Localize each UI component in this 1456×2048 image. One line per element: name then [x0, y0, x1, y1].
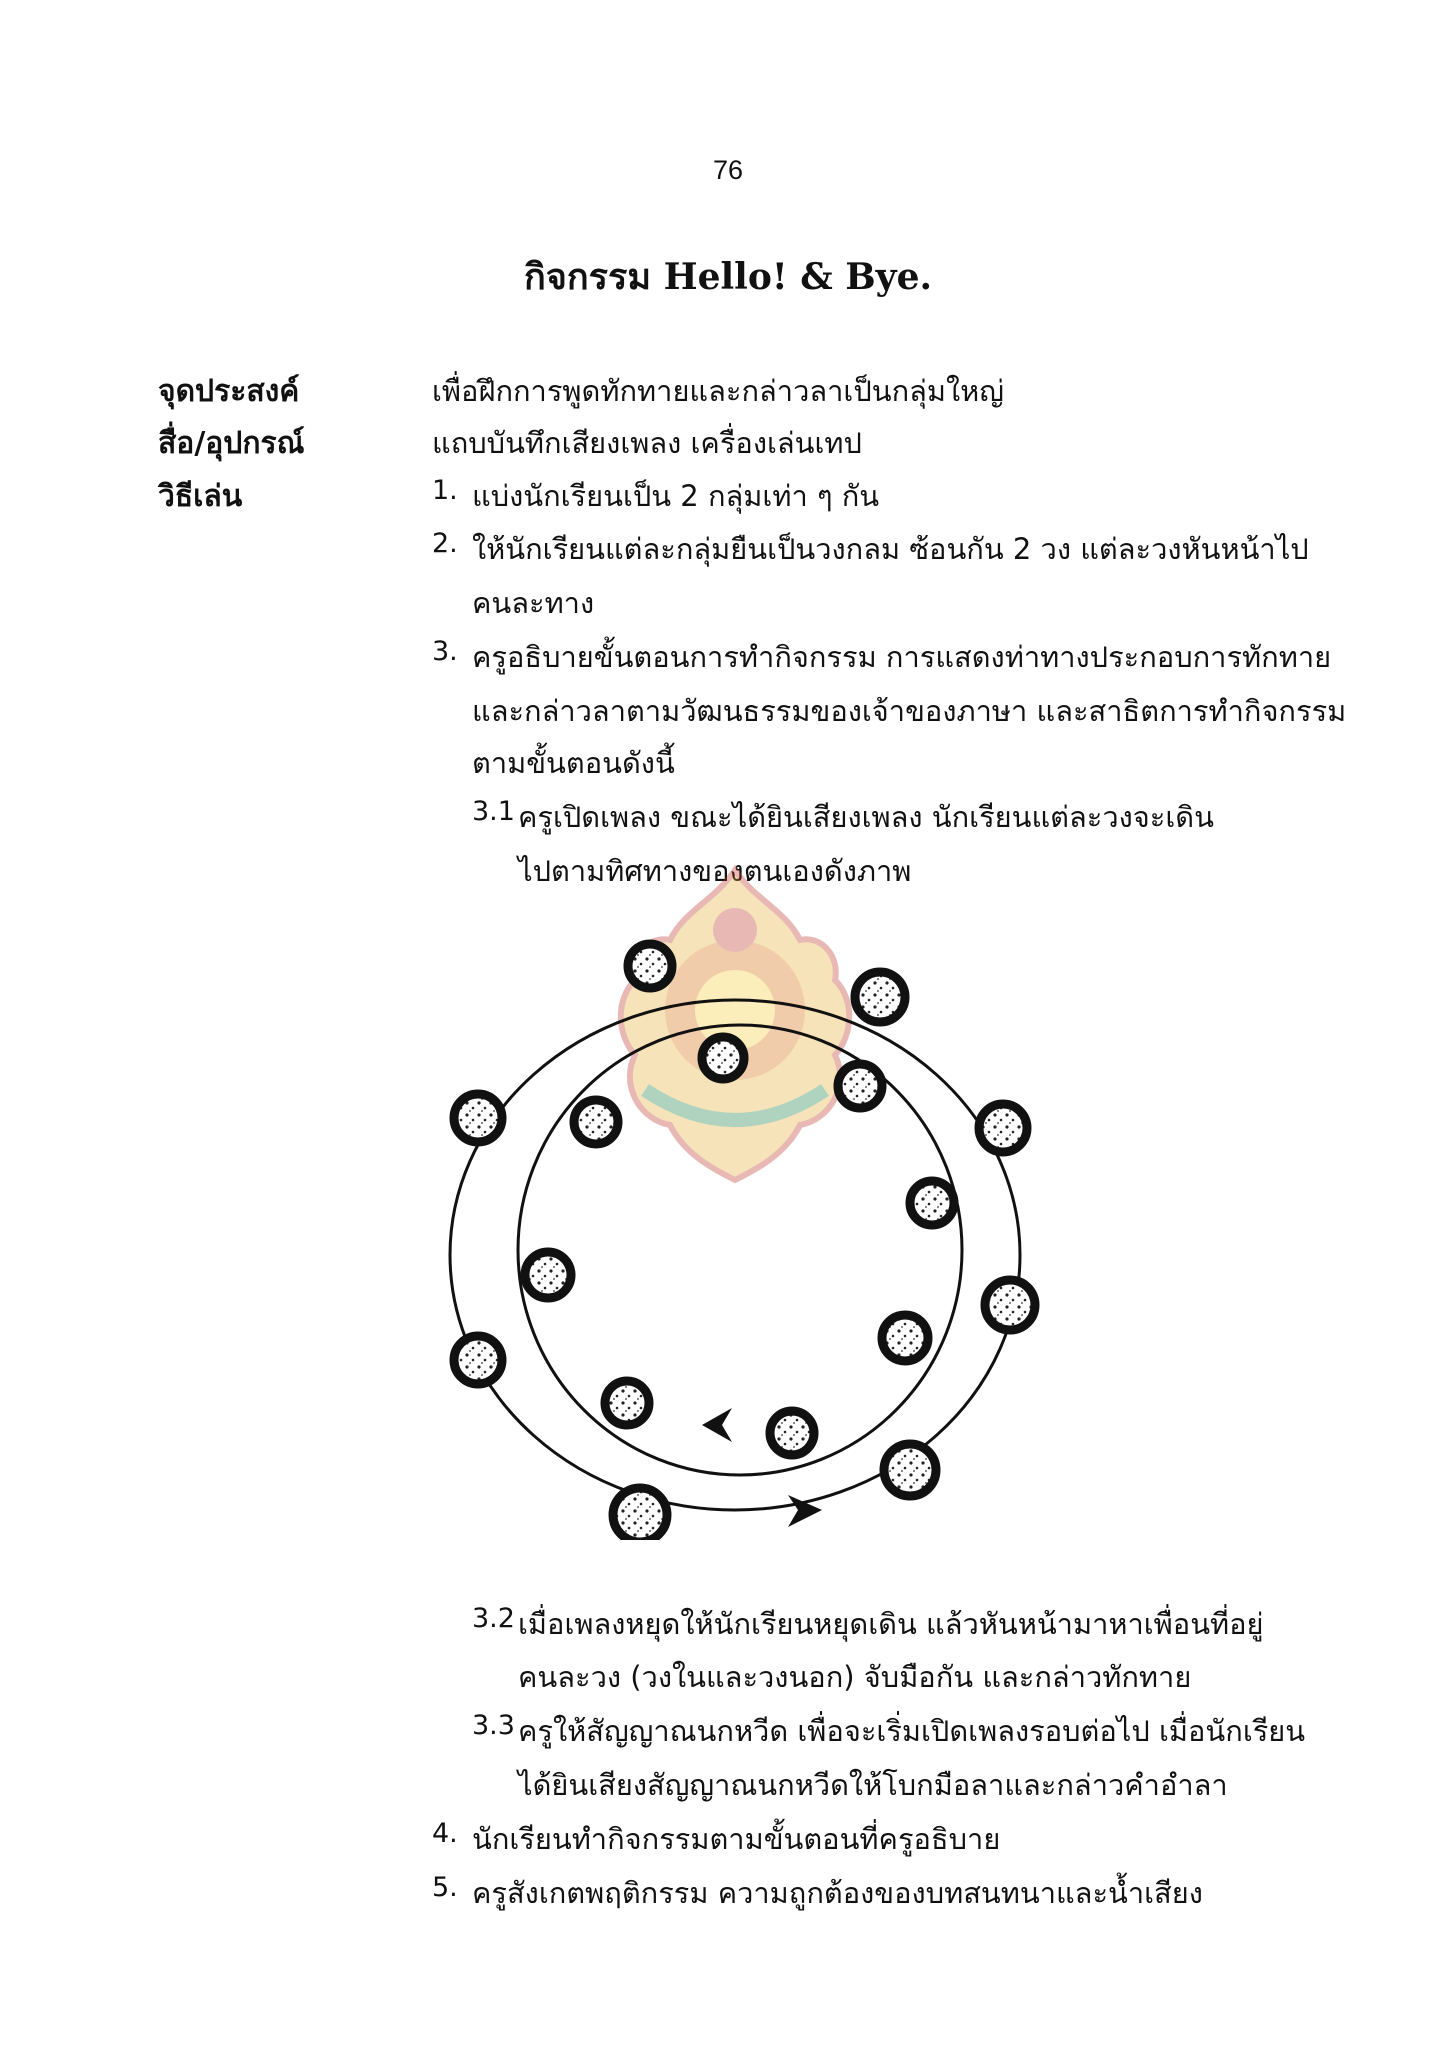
step-3-line-1: ครูอธิบายขั้นตอนการทำกิจกรรม การแสดงท่าทางประกอบการทักทาย [472, 640, 1332, 674]
step-3-2-number: 3.2 [472, 1603, 515, 1634]
step-2-number: 2. [432, 528, 458, 559]
step-3-2-line-2: คนละวง (วงในและวงนอก) จับมือกัน และกล่าวทักทาย [518, 1660, 1192, 1694]
method-label: วิธีเล่น [158, 479, 243, 514]
step-3-1-line-2: ไปตามทิศทางของตนเองดังภาพ [518, 854, 912, 888]
step-4-number: 4. [432, 1818, 458, 1849]
circle-walking-diagram [440, 920, 1040, 1540]
outer-circle-people [454, 944, 1035, 1540]
objective-value: เพื่อฝึกการพูดทักทายและกล่าวลาเป็นกลุ่มใหญ่ [432, 374, 1004, 408]
step-4-line-1: นักเรียนทำกิจกรรมตามขั้นตอนที่ครูอธิบาย [472, 1822, 1001, 1856]
step-3-3-line-1: ครูให้สัญญาณนกหวีด เพื่อจะเริ่มเปิดเพลงรอบต่อไป เมื่อนักเรียน [518, 1714, 1306, 1748]
step-2-line-2: คนละทาง [472, 586, 595, 620]
step-3-3-line-2: ได้ยินเสียงสัญญาณนกหวีดให้โบกมือลาและกล่าวคำอำลา [518, 1768, 1228, 1802]
step-3-1-line-1: ครูเปิดเพลง ขณะได้ยินเสียงเพลง นักเรียนแต่ละวงจะเดิน [518, 800, 1214, 834]
step-3-3-number: 3.3 [472, 1710, 515, 1741]
step-5-number: 5. [432, 1872, 458, 1903]
inner-circle-people [525, 1037, 954, 1455]
materials-value: แถบบันทึกเสียงเพลง เครื่องเล่นเทป [432, 426, 862, 460]
page-title: กิจกรรม Hello! & Bye. [523, 256, 933, 298]
page-number: 76 [712, 155, 744, 185]
step-3-line-2: และกล่าวลาตามวัฒนธรรมของเจ้าของภาษา และสาธิตการทำกิจกรรม [472, 694, 1347, 728]
step-3-1-number: 3.1 [472, 796, 515, 827]
objective-label: จุดประสงค์ [158, 374, 300, 409]
step-3-2-line-1: เมื่อเพลงหยุดให้นักเรียนหยุดเดิน แล้วหันหน้ามาหาเพื่อนที่อยู่ [518, 1607, 1264, 1641]
inner-arrow-icon [702, 1408, 732, 1442]
step-2-line-1: ให้นักเรียนแต่ละกลุ่มยืนเป็นวงกลม ซ้อนกัน 2 วง แต่ละวงหันหน้าไป [472, 532, 1309, 566]
materials-label: สื่อ/อุปกรณ์ [158, 426, 305, 461]
inner-circle [518, 1025, 962, 1475]
step-3-line-3: ตามขั้นตอนดังนี้ [472, 746, 675, 780]
step-5-line-1: ครูสังเกตพฤติกรรม ความถูกต้องของบทสนทนาและน้ำเสียง [472, 1876, 1203, 1910]
step-3-number: 3. [432, 636, 458, 667]
step-1-line-1: แบ่งนักเรียนเป็น 2 กลุ่มเท่า ๆ กัน [472, 479, 880, 513]
step-1-number: 1. [432, 475, 458, 506]
